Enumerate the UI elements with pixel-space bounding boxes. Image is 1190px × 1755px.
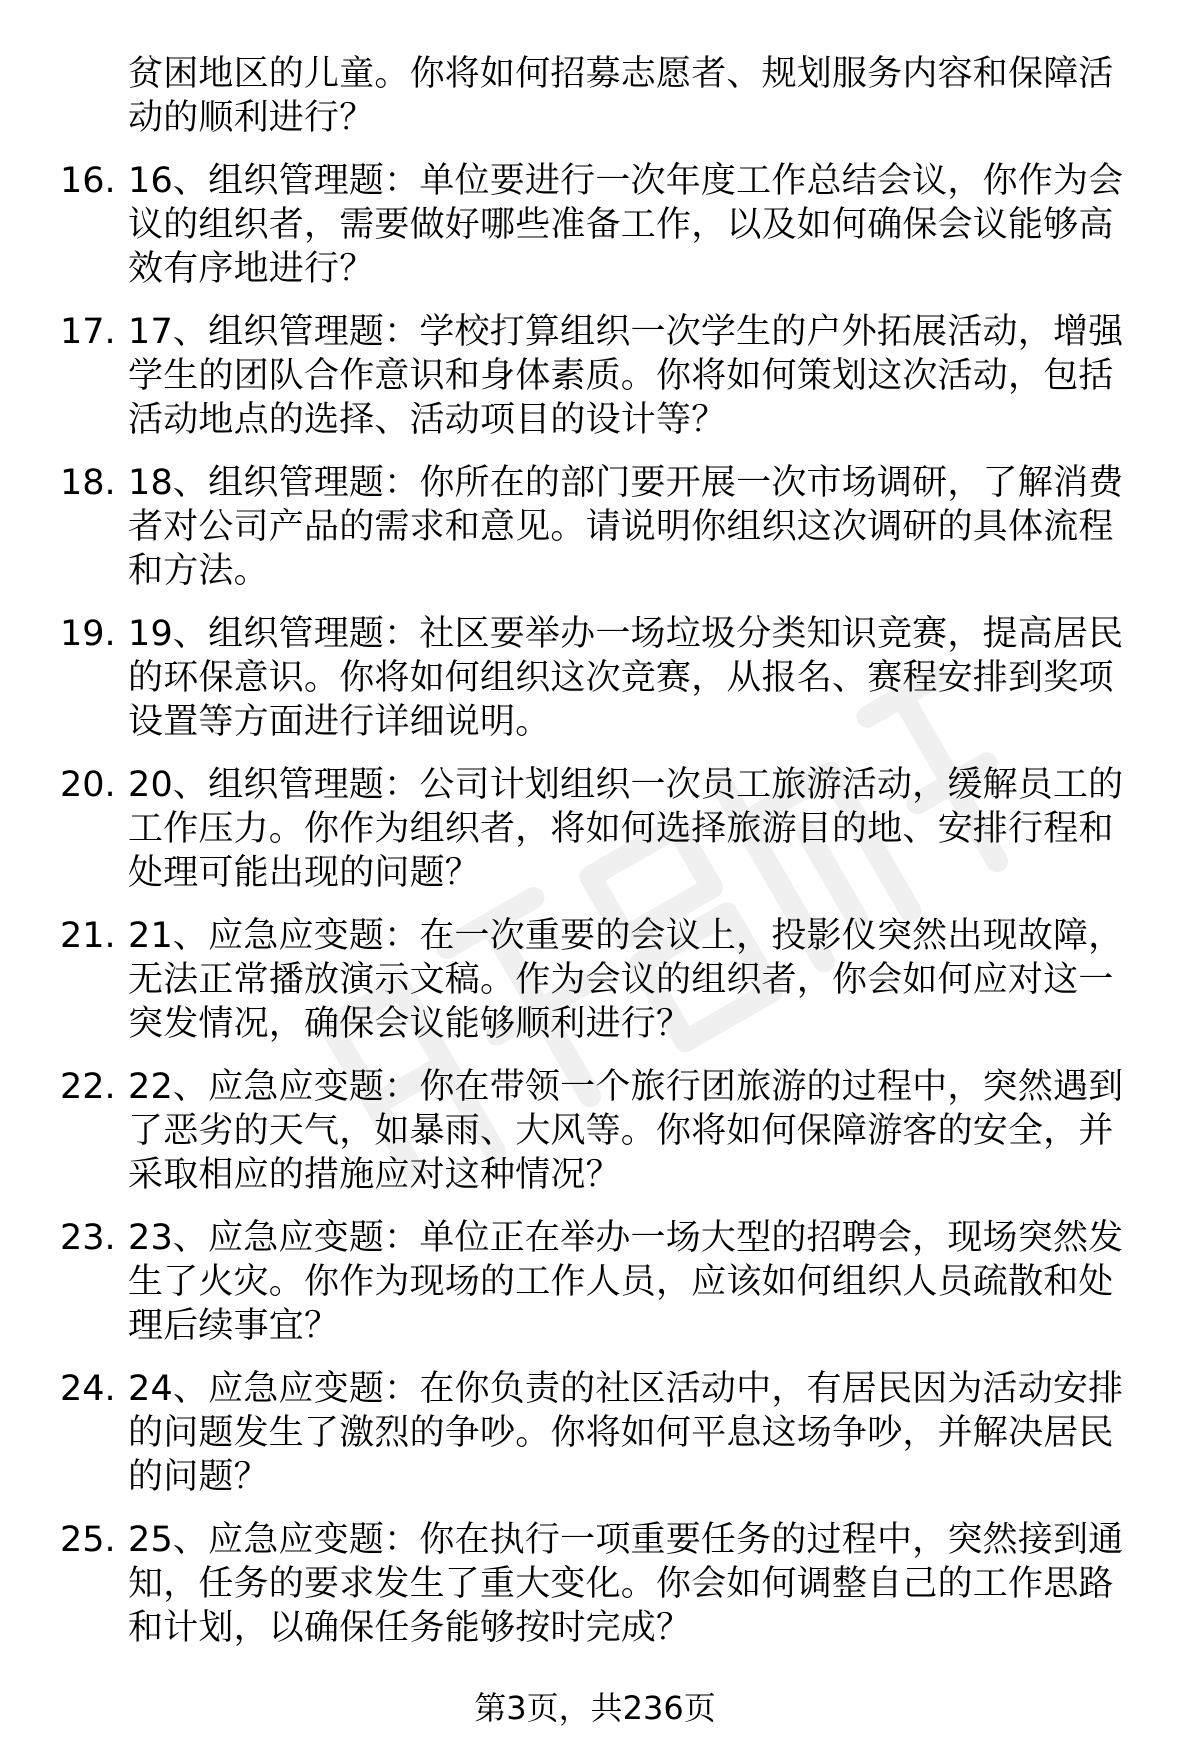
question-item-24 bbox=[60, 1367, 1150, 1499]
question-item-22 bbox=[60, 1065, 1150, 1197]
item-text: 23、应急应变题：单位正在举办一场大型的招聘会，现场突然发 生了火灾。你作为现场的工作人员，应该如何组织人员疏散和处 理后续事宜？ bbox=[128, 1218, 1124, 1346]
item-number: 24. bbox=[60, 1369, 116, 1409]
question-item-17 bbox=[60, 310, 1150, 442]
item-number: 18. bbox=[60, 463, 116, 503]
item-text: 20、组织管理题：公司计划组织一次员工旅游活动，缓解员工的 工作压力。你作为组织者，将如何选择旅游目的地、安排行程和 处理可能出现的问题？ bbox=[128, 765, 1124, 893]
item-text: 21、应急应变题：在一次重要的会议上，投影仪突然出现故障， 无法正常播放演示文稿。作为会议的组织者，你会如何应对这一 突发情况，确保会议能够顺利进行？ bbox=[128, 916, 1124, 1044]
item-text: 16、组织管理题：单位要进行一次年度工作总结会议，你作为会 议的组织者，需要做好哪些准备工作，以及如何确保会议能够高 效有序地进行？ bbox=[128, 161, 1124, 289]
question-item-25 bbox=[60, 1518, 1150, 1650]
item-number: 21. bbox=[60, 916, 116, 956]
item-text: 19、组织管理题：社区要举办一场垃圾分类知识竞赛，提高居民 的环保意识。你将如何组织这次竞赛，从报名、赛程安排到奖项 设置等方面进行详细说明。 bbox=[128, 614, 1124, 742]
continuation-line-2: 动的顺利进行？ bbox=[128, 98, 375, 138]
question-item-18 bbox=[60, 461, 1150, 593]
item-text: 17、组织管理题：学校打算组织一次学生的户外拓展活动，增强 学生的团队合作意识和身体素质。你将如何策划这次活动，包括 活动地点的选择、活动项目的设计等？ bbox=[128, 312, 1124, 440]
question-item-23 bbox=[60, 1216, 1150, 1348]
item-text: 22、应急应变题：你在带领一个旅行团旅游的过程中，突然遇到 了恶劣的天气，如暴雨、大风等。你将如何保障游客的安全，并 采取相应的措施应对这种情况？ bbox=[128, 1067, 1124, 1195]
page-number-footer: 第3页，共236页 bbox=[474, 1689, 716, 1727]
item-text: 18、组织管理题：你所在的部门要开展一次市场调研，了解消费 者对公司产品的需求和意见。请说明你组织这次调研的具体流程 和方法。 bbox=[128, 463, 1124, 591]
question-item-19 bbox=[60, 612, 1150, 744]
question-item-20 bbox=[60, 763, 1150, 895]
item-text: 24、应急应变题：在你负责的社区活动中，有居民因为活动安排 的问题发生了激烈的争吵。你将如何平息这场争吵，并解决居民 的问题？ bbox=[128, 1369, 1124, 1497]
item-number: 25. bbox=[60, 1520, 116, 1560]
content-area bbox=[60, 52, 1150, 1650]
item-text: 25、应急应变题：你在执行一项重要任务的过程中，突然接到通 知，任务的要求发生了重大变化。你会如何调整自己的工作思路 和计划，以确保任务能够按时完成？ bbox=[128, 1520, 1124, 1648]
question-item-21 bbox=[60, 914, 1150, 1046]
item-number: 22. bbox=[60, 1067, 116, 1107]
item-number: 16. bbox=[60, 161, 116, 201]
item-number: 19. bbox=[60, 614, 116, 654]
item-number: 20. bbox=[60, 765, 116, 805]
item-number: 23. bbox=[60, 1218, 116, 1258]
item-number: 17. bbox=[60, 312, 116, 352]
continuation-line-1: 贫困地区的儿童。你将如何招募志愿者、规划服务内容和保障活 bbox=[128, 54, 1114, 94]
question-item-16 bbox=[60, 159, 1150, 291]
